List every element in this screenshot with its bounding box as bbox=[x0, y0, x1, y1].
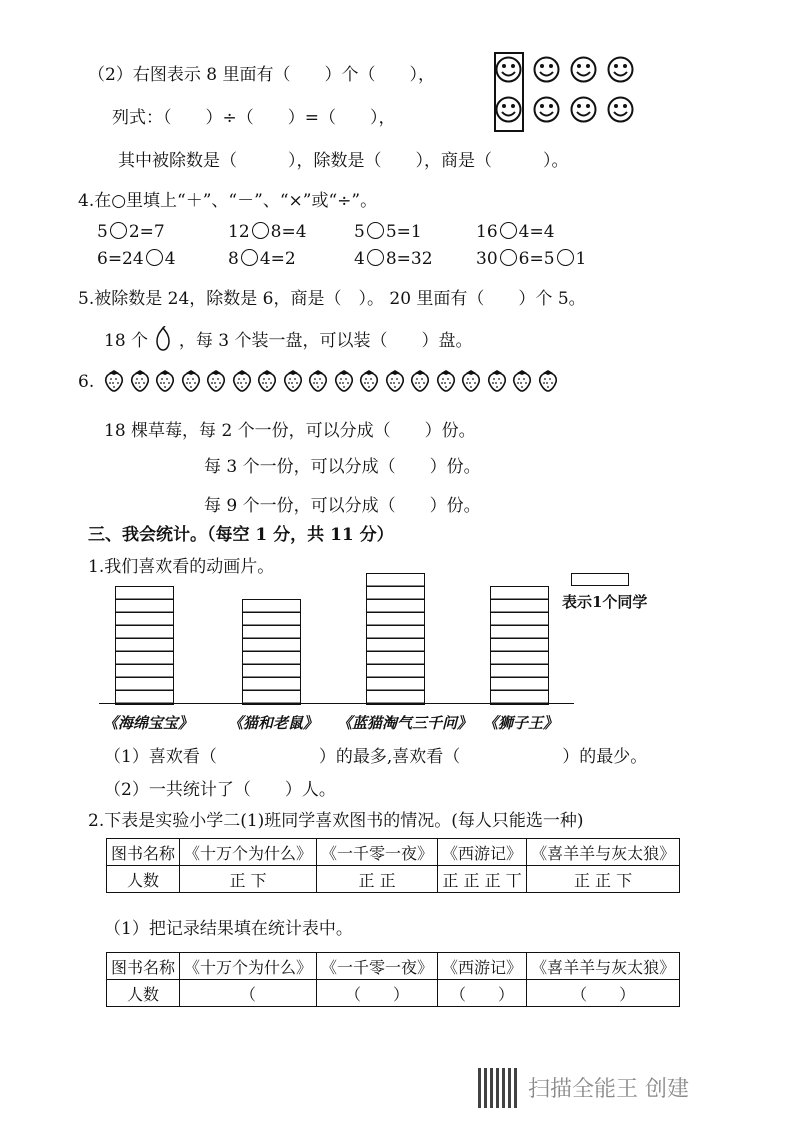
table-cell: 正 正 下 bbox=[527, 866, 680, 893]
strawberry-icon bbox=[358, 368, 380, 392]
q6-label: 6. bbox=[78, 372, 95, 392]
table-cell: 图书名称 bbox=[107, 953, 180, 980]
q6-line1: 18 棵草莓，每 2 个一份，可以分成（ ）份。 bbox=[104, 421, 476, 441]
blank-circle[interactable] bbox=[252, 222, 269, 239]
equation bbox=[97, 249, 176, 269]
table-cell: 正 下 bbox=[180, 866, 317, 893]
q3-2-line1: （2）右图表示 8 里面有（ ）个（ ）， bbox=[88, 65, 435, 85]
equation-part: 2=7 bbox=[128, 222, 165, 242]
q5-line2 bbox=[104, 326, 472, 352]
tally-table bbox=[106, 838, 680, 893]
table-cell: 《十万个为什么》 bbox=[180, 953, 317, 980]
equation bbox=[228, 222, 307, 242]
table-cell: 正 正 正 丅 bbox=[438, 866, 527, 893]
q4-title: 4.在○里填上“＋”、“－”、“×”或“÷”。 bbox=[78, 191, 378, 211]
q1-sub1: （1）喜欢看（ ）的最多,喜欢看（ ）的最少。 bbox=[104, 747, 648, 767]
table-cell[interactable]: （ ） bbox=[527, 980, 680, 1007]
strawberry-icon bbox=[511, 368, 533, 392]
blank-circle[interactable] bbox=[367, 222, 384, 239]
table-cell: 《一千零一夜》 bbox=[317, 839, 438, 866]
chart-bar bbox=[115, 586, 174, 705]
strawberry-icon bbox=[537, 368, 559, 392]
q1-title: 1.我们喜欢看的动画片。 bbox=[88, 557, 275, 577]
stat-header-row bbox=[107, 953, 680, 980]
equation-part: 5 bbox=[97, 222, 108, 242]
equation-part: 1 bbox=[575, 249, 587, 269]
strawberry-icon bbox=[103, 368, 125, 392]
smiley-icon bbox=[607, 56, 634, 83]
strawberry-icon bbox=[333, 368, 355, 392]
chart-bar bbox=[490, 586, 549, 705]
table-cell[interactable]: （ ） bbox=[438, 980, 527, 1007]
chart-category-label: 《海绵宝宝》 bbox=[103, 714, 194, 732]
chart-bar bbox=[366, 573, 425, 705]
q3-2-line3: 其中被除数是（ ），除数是（ ），商是（ ）。 bbox=[118, 151, 569, 171]
chart-category-label: 《猫和老鼠》 bbox=[228, 714, 319, 732]
tally-row bbox=[107, 866, 680, 893]
table-cell: 《一千零一夜》 bbox=[317, 953, 438, 980]
table-cell: 《喜羊羊与灰太狼》 bbox=[527, 953, 680, 980]
table-cell: 人数 bbox=[107, 980, 180, 1007]
table-cell: 《西游记》 bbox=[438, 839, 527, 866]
table-cell: 《西游记》 bbox=[438, 953, 527, 980]
equation-part: 8 bbox=[228, 249, 239, 269]
equation-part: 4=4 bbox=[518, 222, 555, 242]
q5-line2-start: 18 个 bbox=[104, 331, 149, 351]
grouping-box bbox=[494, 52, 524, 132]
equation bbox=[97, 222, 165, 242]
strawberry-icon bbox=[486, 368, 508, 392]
tally-header-row bbox=[107, 839, 680, 866]
watermark-text: 扫描全能王 创建 bbox=[528, 1077, 689, 1102]
blank-circle[interactable] bbox=[367, 249, 384, 266]
stat-row bbox=[107, 980, 680, 1007]
chart-baseline bbox=[99, 703, 574, 704]
table-cell: 《喜羊羊与灰太狼》 bbox=[527, 839, 680, 866]
strawberry-icon bbox=[307, 368, 329, 392]
table-cell: 图书名称 bbox=[107, 839, 180, 866]
table-cell: 《十万个为什么》 bbox=[180, 839, 317, 866]
q6-line3: 每 9 个一份，可以分成（ ）份。 bbox=[204, 496, 481, 516]
strawberry-icon bbox=[129, 368, 151, 392]
table-cell[interactable]: （ ） bbox=[317, 980, 438, 1007]
smiley-icon bbox=[570, 56, 597, 83]
chart-bar bbox=[242, 599, 301, 705]
equation-part: 5 bbox=[354, 222, 365, 242]
equation-part: 5=1 bbox=[385, 222, 422, 242]
equation bbox=[476, 249, 586, 269]
equation-part: 30 bbox=[476, 249, 498, 269]
blank-circle[interactable] bbox=[241, 249, 258, 266]
equation bbox=[354, 249, 433, 269]
section3-title: 三、我会统计。（每空 1 分，共 11 分） bbox=[88, 525, 394, 545]
equation-part: 16 bbox=[476, 222, 498, 242]
equation-part: 6=24 bbox=[97, 249, 144, 269]
strawberry-icon bbox=[154, 368, 176, 392]
legend-box bbox=[571, 573, 629, 586]
strawberry-icon bbox=[409, 368, 431, 392]
q1-sub2: （2）一共统计了（ ）人。 bbox=[104, 780, 336, 800]
q6-line2: 每 3 个一份，可以分成（ ）份。 bbox=[204, 457, 481, 477]
table-cell[interactable]: （ bbox=[180, 980, 317, 1007]
table-cell: 人数 bbox=[107, 866, 180, 893]
q3-2-line2: 列式：（ ）÷（ ）=（ ）， bbox=[112, 108, 396, 128]
equation-part: 8=4 bbox=[270, 222, 307, 242]
q2-sub: （1）把记录结果填在统计表中。 bbox=[104, 919, 353, 939]
equation-part: 4=2 bbox=[259, 249, 296, 269]
strawberry-icon bbox=[256, 368, 278, 392]
strawberry-icon bbox=[460, 368, 482, 392]
legend-text: 表示1个同学 bbox=[562, 593, 648, 611]
strawberry-icon bbox=[282, 368, 304, 392]
blank-circle[interactable] bbox=[500, 249, 517, 266]
equation-part: 6=5 bbox=[518, 249, 555, 269]
chart-category-label: 《蓝猫淘气三千问》 bbox=[337, 714, 473, 732]
table-cell: 正 正 bbox=[317, 866, 438, 893]
blank-circle[interactable] bbox=[146, 249, 163, 266]
equation bbox=[354, 222, 422, 242]
strawberry-icon bbox=[231, 368, 253, 392]
chart-category-label: 《狮子王》 bbox=[483, 714, 559, 732]
smiley-icon bbox=[533, 56, 560, 83]
strawberry-icon bbox=[384, 368, 406, 392]
strawberry-icon bbox=[435, 368, 457, 392]
equation-part: 12 bbox=[228, 222, 250, 242]
blank-circle[interactable] bbox=[500, 222, 517, 239]
stat-table bbox=[106, 952, 680, 1007]
qr-code-icon bbox=[478, 1068, 518, 1108]
smiley-icon bbox=[607, 96, 634, 123]
q5-line2-end: ，每 3 个装一盘，可以装（ ）盘。 bbox=[178, 331, 473, 351]
equation bbox=[228, 249, 296, 269]
smiley-icon bbox=[533, 96, 560, 123]
strawberry-icon bbox=[205, 368, 227, 392]
equation-part: 8=32 bbox=[385, 249, 433, 269]
q5-line1: 5.被除数是 24，除数是 6，商是（ ）。 20 里面有（ ）个 5。 bbox=[78, 289, 586, 309]
strawberry-icon bbox=[180, 368, 202, 392]
equation bbox=[476, 222, 555, 242]
blank-circle[interactable] bbox=[110, 222, 127, 239]
smiley-icon bbox=[570, 96, 597, 123]
equation-part: 4 bbox=[164, 249, 176, 269]
q2-title: 2.下表是实验小学二(1)班同学喜欢图书的情况。(每人只能选一种) bbox=[88, 811, 584, 831]
blank-circle[interactable] bbox=[557, 249, 574, 266]
pear-icon bbox=[153, 326, 173, 352]
equation-part: 4 bbox=[354, 249, 365, 269]
